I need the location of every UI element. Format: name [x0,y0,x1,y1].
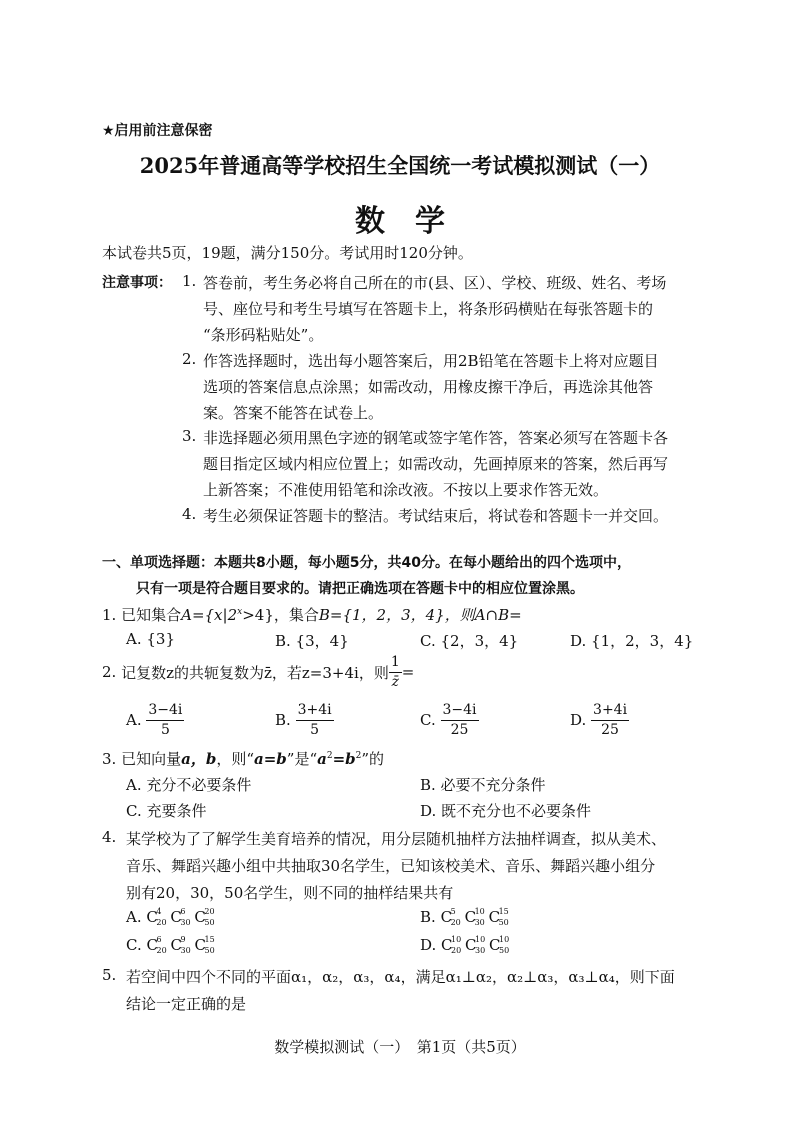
option-a: A. {3} [126,630,175,648]
option-letter: B. [420,908,436,926]
exponent: 2 [326,751,333,761]
option-letter: A. [126,711,142,729]
notice-line: “条形码粘贴处”。 [203,326,324,344]
option-d [420,936,513,956]
notice-line: 答卷前，考生务必将自己所在的市(县、区）、学校、班级、姓名、考场 [203,274,667,292]
combination [465,908,488,928]
fraction-numerator: 1 [389,654,402,672]
combination [465,936,488,956]
option-d [570,700,629,740]
combination-letter: C [465,936,477,954]
section-heading: 一、单项选择题：本题共8小题，每小题5分，共40分。在每小题给出的四个选项中， [102,555,631,571]
combination-bottom-index: 50 [499,946,510,955]
combination-bottom-index: 30 [475,946,486,955]
fraction [389,654,402,689]
exponent: x [237,607,243,617]
combination-top-index: 6 [180,907,186,916]
option-b [275,700,334,740]
question-stem: ”的 [361,750,385,768]
combination-letter: C [194,936,206,954]
combination-top-index: 15 [498,907,509,916]
set-b: B={1，2，3，4}，则 [318,606,475,624]
confidential-note: ★启用前注意保密 [102,123,213,139]
combination-letter: C [464,908,477,926]
fraction-denominator: 25 [601,721,619,738]
combination-bottom-index: 50 [498,918,509,927]
option-letter: A. [126,908,142,926]
condition-2-right: =b [332,750,356,768]
combination-bottom-index: 50 [204,918,215,927]
combination-letter: C [440,908,453,926]
notice-num-3: 3. [182,427,197,445]
question-stem: 记复数z的共轭复数为z̄，若z=3+4i，则 [121,663,389,682]
combination-letter: C [170,908,182,926]
fraction-numerator: 3−4i [146,702,184,720]
combination-letter: C [441,936,453,954]
fraction-numerator: 3+4i [296,702,334,720]
condition-2-left: a [317,750,327,768]
set-a: A={x|2 [181,606,238,624]
combination-letter: C [146,936,158,954]
option-c: C. {2，3，4} [420,632,519,650]
combination-top-index: 10 [451,935,462,944]
section-heading-cont: 只有一项是符合题目要求的。请把正确选项在答题卡中的相应位置涂黑。 [136,581,584,597]
equals-sign: = [401,663,415,681]
subject-title: 数 学 [355,204,445,239]
combination [170,908,193,928]
combination-bottom-index: 30 [180,918,191,927]
question-line: 别有20，30，50名学生，则不同的抽样结果共有 [126,884,454,902]
combination-top-index: 10 [475,935,486,944]
fraction [441,702,479,737]
question-line: 某学校为了了解学生美育培养的情况，用分层随机抽样方法抽样调查，拟从美术、 [126,830,667,848]
question-2 [102,656,414,688]
option-letter: C. [420,711,436,729]
question-number-4: 4. [102,828,117,846]
notice-line: 上新答案；不准使用铅笔和涂改液。不按以上要求作答无效。 [203,481,609,499]
notice-line: 题目指定区域内相应位置上；如需改动，先画掉原来的答案，然后再写 [203,455,669,473]
fraction-numerator: 3+4i [591,702,629,720]
question-number: 2. [102,663,117,681]
question-line: 若空间中四个不同的平面α₁，α₂，α₃，α₄，满足α₁⊥α₂，α₂⊥α₃，α₃⊥α₄，则下面 [126,968,675,986]
question-number-5: 5. [102,966,117,984]
option-d: D. 既不充分也不必要条件 [420,802,592,820]
option-letter: D. [570,711,587,729]
fraction [591,702,629,737]
fraction [296,702,334,737]
combination-top-index: 10 [499,935,510,944]
combination-bottom-index: 20 [450,918,461,927]
option-letter: C. [126,936,142,954]
notice-line: 非选择题必须用黑色字迹的钢笔或签字笔作答，答案必须写在答题卡各 [203,429,669,447]
question-1 [102,604,522,625]
combination-bottom-index: 20 [156,946,167,955]
combination [171,936,194,956]
combination [441,936,464,956]
exponent: 2 [355,751,362,761]
combination [489,936,512,956]
combination [489,908,512,928]
vectors: a，b [181,750,217,768]
combination [195,936,218,956]
question-stem: ”是“ [286,750,318,768]
combination-letter: C [194,908,206,926]
question-number: 1. [102,606,117,624]
option-letter: B. [275,711,291,729]
combination-top-index: 9 [180,935,186,944]
fraction [146,702,184,737]
combination-top-index: 20 [204,907,215,916]
option-b: B. 必要不充分条件 [420,776,546,794]
combination-top-index: 10 [474,907,485,916]
option-letter: D. [420,936,437,954]
combination [194,908,217,928]
combination [441,908,464,928]
question-3 [102,748,384,769]
notice-line: 作答选择题时，选出每小题答案后，用2B铅笔在答题卡上将对应题目 [203,352,659,370]
option-c [420,700,479,740]
fraction-numerator: 3−4i [441,702,479,720]
combination-letter: C [488,908,501,926]
notice-line: 选项的答案信息点涂黑；如需改动，用橡皮擦干净后，再选涂其他答 [203,378,654,396]
question-ask: A∩B= [474,606,522,624]
question-line: 结论一定正确的是 [126,995,247,1013]
combination-bottom-index: 20 [156,918,167,927]
option-a [126,908,218,928]
fraction-denominator: 5 [310,721,320,738]
question-stem: ，则“ [216,750,254,768]
exam-title: 2025年普通高等学校招生全国统一考试模拟测试（一） [139,153,661,178]
combination-bottom-index: 20 [451,946,462,955]
combination-top-index: 15 [204,935,215,944]
fraction-denominator: 25 [450,721,469,738]
combination-top-index: 4 [156,907,162,916]
combination-letter: C [170,936,182,954]
combination-top-index: 6 [156,935,162,944]
notice-line: 考生必须保证答题卡的整洁。考试结束后，将试卷和答题卡一并交回。 [203,507,669,525]
option-a [126,700,184,740]
combination [146,908,169,928]
option-a: A. 充分不必要条件 [126,776,252,794]
combination-letter: C [146,908,158,926]
question-number: 3. [102,750,117,768]
option-b [420,908,513,928]
question-stem: 已知向量 [121,750,182,768]
notice-line: 号、座位号和考生号填写在答题卡上，将条形码横贴在每张答题卡的 [203,300,654,318]
combination-bottom-index: 30 [180,946,191,955]
intro-text: 本试卷共5页，19题，满分150分。考试用时120分钟。 [102,244,473,262]
combination-letter: C [489,936,501,954]
fraction-denominator: 5 [160,721,170,738]
option-c: C. 充要条件 [126,802,207,820]
combination-bottom-index: 30 [474,918,485,927]
notice-line: 案。答案不能答在试卷上。 [203,404,384,422]
combination-bottom-index: 50 [204,946,215,955]
notice-label: 注意事项： [102,275,172,291]
notice-num-1: 1. [182,272,197,290]
notice-num-2: 2. [182,350,197,368]
option-b: B. {3，4} [275,632,349,650]
question-line: 音乐、舞蹈兴趣小组中共抽取30名学生，已知该校美术、音乐、舞蹈兴趣小组分 [126,857,656,875]
option-d: D. {1，2，3，4} [570,632,694,650]
combination-top-index: 5 [450,907,456,916]
option-c [126,936,219,956]
page-footer: 数学模拟测试（一） 第1页（共5页） [274,1038,526,1056]
question-stem: 已知集合 [121,606,182,624]
fraction-denominator: z̄ [391,673,399,690]
set-a-end: >4}，集合 [242,606,319,624]
condition-1: a=b [254,750,287,768]
combination [147,936,170,956]
notice-num-4: 4. [182,505,197,523]
